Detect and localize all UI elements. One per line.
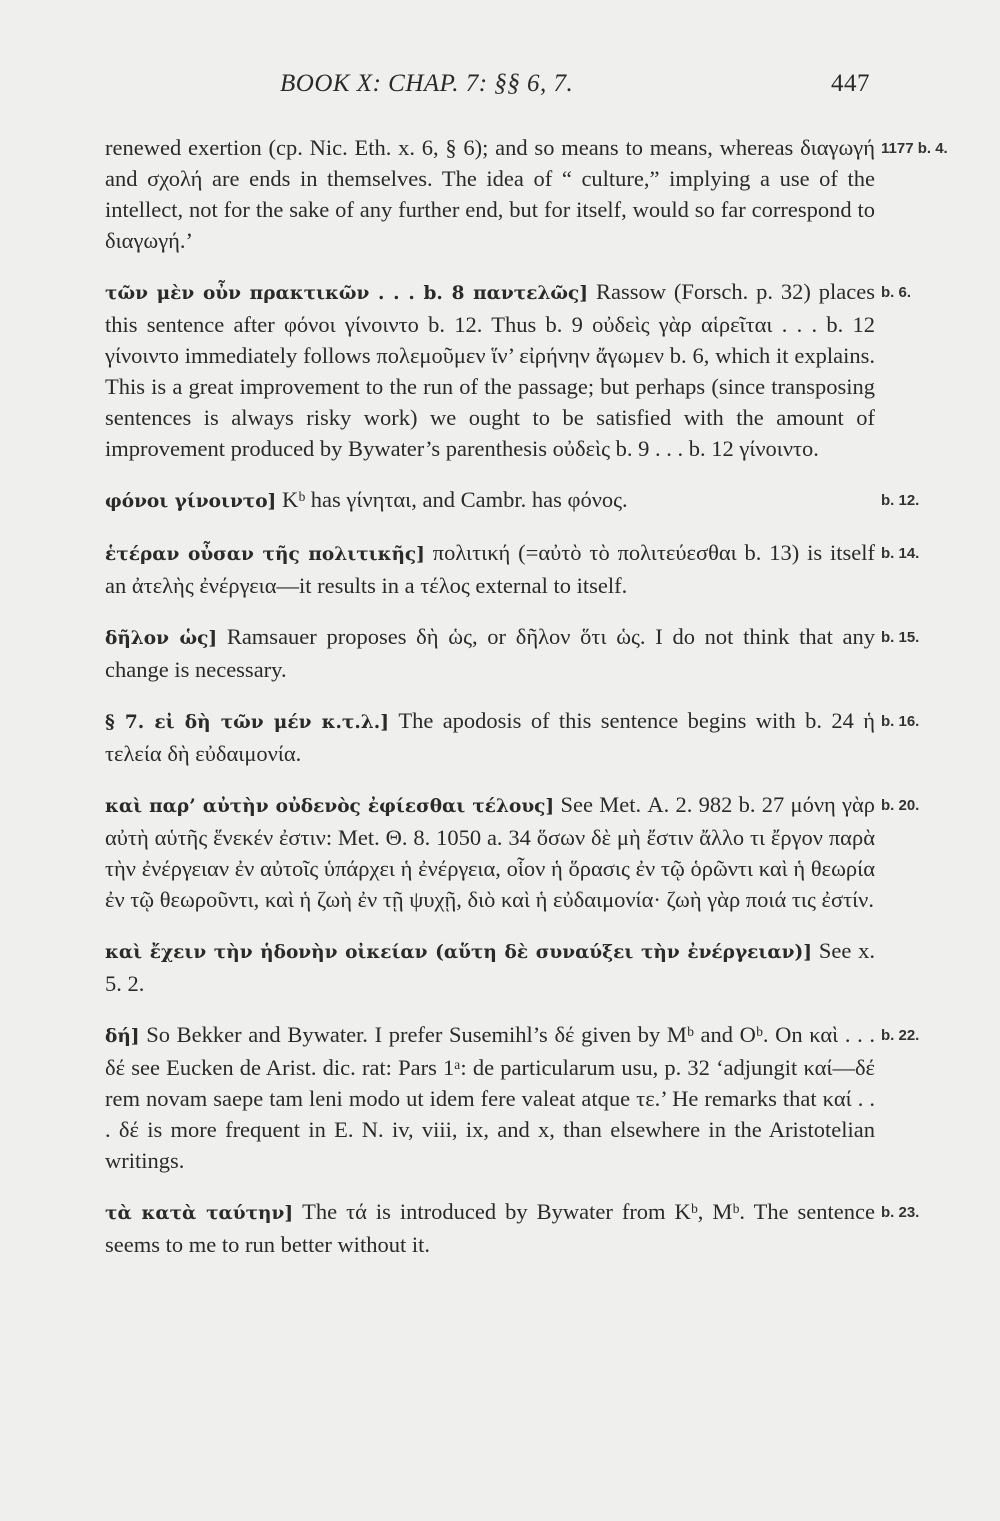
note-lemma: τὰ κατὰ ταύτην] bbox=[105, 1203, 294, 1224]
commentary-note bbox=[105, 276, 912, 464]
commentary-note bbox=[105, 705, 920, 769]
note-lemma: καὶ ἔχειν τὴν ἡδονὴν οἰκείαν (αὕτη δὲ συναύξει τὴν ἐνέργειαν)] bbox=[105, 942, 812, 963]
margin-reference: 1177 b. 4. bbox=[881, 140, 948, 157]
commentary-note bbox=[105, 789, 920, 915]
note-text: See x. 5. 2. bbox=[105, 938, 876, 996]
margin-reference: b. 22. bbox=[881, 1027, 920, 1044]
commentary-note bbox=[105, 132, 948, 256]
commentary-note bbox=[105, 621, 920, 685]
note-text: Rassow (Forsch. p. 32) places this sentence after φόνοι γίνοιντο b. 12. Thus b. 9 οὐδεὶς γὰρ αἱρεῖται . . . b. 12 γίνοιντο immediately follows πολεμοῦμεν ἵν’ εἰρήνην ἄγωμεν b. 6, which it explains. This is a great improvement to the run of the passage; but perhaps (since transposing sentences is always risky work) we ought to be satisfied with the amount of improvement produced by Bywater’s parenthesis οὐδεὶς b. 9 . . . b. 12 γίνοιντο. bbox=[105, 279, 875, 461]
note-text: So Bekker and Bywater. I prefer Susemihl’s δέ given by Mᵇ and Oᵇ. On καὶ . . . δέ see Eucken de Arist. dic. rat: Pars 1ᵃ: de particularum usu, p. 32 ‘adjungit καί—δέ rem novam saepe tam leni modo ut idem fere valeat atque τε.’ He remarks that καί . . . δέ is more frequent in E. N. iv, viii, ix, and x, than elsewhere in the Aristotelian writings. bbox=[105, 1022, 876, 1173]
note-text: See Met. Α. 2. 982 b. 27 μόνη γὰρ αὐτὴ αὑτῆς ἕνεκέν ἐστιν: Met. Θ. 8. 1050 a. 34 ὅσων δὲ μὴ ἔστιν ἄλλο τι ἔργον παρὰ τὴν ἐνέργειαν ἐν αὐτοῖς ὑπάρχει ἡ ἐνέργεια, οἷον ἡ ὅρασις ἐν τῷ ὁρῶντι καὶ ἡ θεωρία ἐν τῷ θεωροῦντι, καὶ ἡ ζωὴ ἐν τῇ ψυχῇ, διὸ καὶ ἡ εὐδαιμονία· ζωὴ γὰρ ποιά τις ἐστίν. bbox=[105, 792, 875, 912]
note-lemma: φόνοι γίνοιντο] bbox=[105, 491, 277, 512]
note-text: The apodosis of this sentence begins with b. 24 ἡ τελεία δὴ εὐδαιμονία. bbox=[105, 708, 875, 766]
note-lemma: καὶ παρ’ αὐτὴν οὐδενὸς ἐφίεσθαι τέλους] bbox=[105, 796, 555, 817]
note-text: The τά is introduced by Bywater from Kᵇ, Mᵇ. The sentence seems to me to run better without it. bbox=[105, 1199, 875, 1257]
margin-reference: b. 20. bbox=[881, 797, 920, 814]
commentary-note bbox=[105, 1019, 920, 1176]
page-number: 447 bbox=[831, 70, 870, 97]
margin-reference: b. 23. bbox=[881, 1204, 920, 1221]
note-lemma: τῶν μὲν οὖν πρακτικῶν . . . b. 8 παντελῶς] bbox=[105, 283, 589, 304]
margin-reference: b. 6. bbox=[881, 284, 912, 301]
margin-reference: b. 14. bbox=[881, 545, 920, 562]
note-text: Kᵇ has γίνηται, and Cambr. has φόνος. bbox=[281, 487, 628, 512]
note-text: Ramsauer proposes δὴ ὡς, or δῆλον ὅτι ὡς. I do not think that any change is necessary. bbox=[105, 624, 876, 682]
commentary-note bbox=[105, 484, 920, 517]
commentary-note bbox=[105, 1196, 920, 1260]
page-header bbox=[280, 70, 870, 110]
margin-reference: b. 16. bbox=[881, 713, 920, 730]
margin-reference: b. 12. bbox=[881, 492, 920, 509]
note-lemma: δῆλον ὡς] bbox=[105, 628, 218, 649]
commentary-note bbox=[105, 935, 875, 999]
note-lemma: δή] bbox=[105, 1026, 140, 1047]
commentary-body bbox=[105, 132, 948, 1280]
note-lemma: § 7. εἰ δὴ τῶν μέν κ.τ.λ.] bbox=[105, 712, 389, 733]
commentary-note bbox=[105, 537, 920, 601]
note-text: renewed exertion (cp. Nic. Eth. x. 6, § 6); and so means to means, whereas διαγωγή and σχολή are ends in themselves. The idea of “ culture,” implying a use of the intellect, not for the sake of any further end, but for itself, would so far correspond to διαγωγή.’ bbox=[105, 135, 875, 253]
note-lemma: ἑτέραν οὖσαν τῆς πολιτικῆς] bbox=[105, 544, 425, 565]
running-title: BOOK X: CHAP. 7: §§ 6, 7. bbox=[280, 70, 574, 97]
margin-reference: b. 15. bbox=[881, 629, 920, 646]
note-text: πολιτική (=αὐτὸ τὸ πολιτεύεσθαι b. 13) is itself an ἀτελὴς ἐνέργεια—it results in a τέλος external to itself. bbox=[105, 540, 875, 598]
